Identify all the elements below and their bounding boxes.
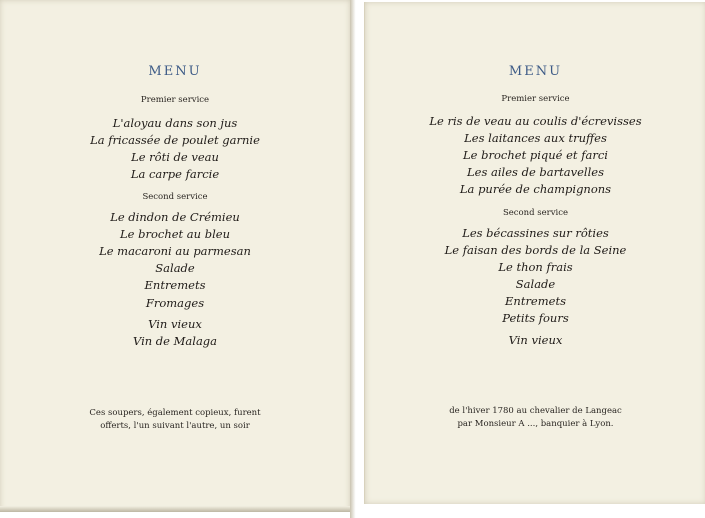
right-dish: Petits fours — [502, 311, 569, 325]
left-dish: La carpe farcie — [130, 167, 220, 181]
right-dish: Le thon frais — [498, 260, 573, 274]
right-menu-title: MENU — [508, 64, 563, 79]
page-gap — [350, 0, 364, 518]
right-dish: Le faisan des bords de la Seine — [444, 243, 627, 257]
right-dish: Les bécassines sur rôties — [462, 226, 609, 240]
right-menu-page — [364, 2, 705, 504]
right-dish: Salade — [515, 277, 556, 291]
left-footer-line: offerts, l'un suivant l'autre, un soir — [100, 421, 250, 431]
right-footer-line: de l'hiver 1780 au chevalier de Langeac — [449, 406, 622, 416]
left-dish: Le rôti de veau — [131, 150, 219, 164]
right-dish: Entremets — [505, 294, 566, 308]
left-dish: La fricassée de poulet garnie — [90, 133, 260, 147]
right-footer-line: par Monsieur A ..., banquier à Lyon. — [457, 419, 614, 429]
right-dish: La purée de champignons — [459, 182, 612, 196]
left-menu-title: MENU — [148, 64, 202, 79]
left-dish: Le macaroni au parmesan — [99, 244, 251, 258]
right-dish: Les laitances aux truffes — [464, 131, 607, 145]
left-menu-page — [0, 0, 351, 512]
left-second-service-heading: Second service — [142, 192, 208, 202]
left-wine: Vin vieux — [148, 317, 202, 331]
left-wine: Vin de Malaga — [132, 334, 218, 348]
left-dish: L'aloyau dans son jus — [112, 116, 238, 130]
right-dish: Le ris de veau au coulis d'écrevisses — [429, 114, 642, 128]
left-footer-line: Ces soupers, également copieux, furent — [89, 408, 261, 418]
left-first-service-heading: Premier service — [140, 95, 210, 105]
right-dish: Les ailes de bartavelles — [467, 165, 604, 179]
right-second-service-heading: Second service — [502, 208, 569, 218]
left-dish: Le dindon de Crémieu — [110, 210, 240, 224]
left-dish: Salade — [155, 261, 195, 275]
right-dish: Le brochet piqué et farci — [463, 148, 608, 162]
left-dish: Le brochet au bleu — [120, 227, 230, 241]
left-dish: Entremets — [144, 278, 206, 292]
right-first-service-heading: Premier service — [501, 94, 570, 104]
left-dish: Fromages — [145, 296, 205, 310]
right-wine: Vin vieux — [508, 333, 563, 347]
